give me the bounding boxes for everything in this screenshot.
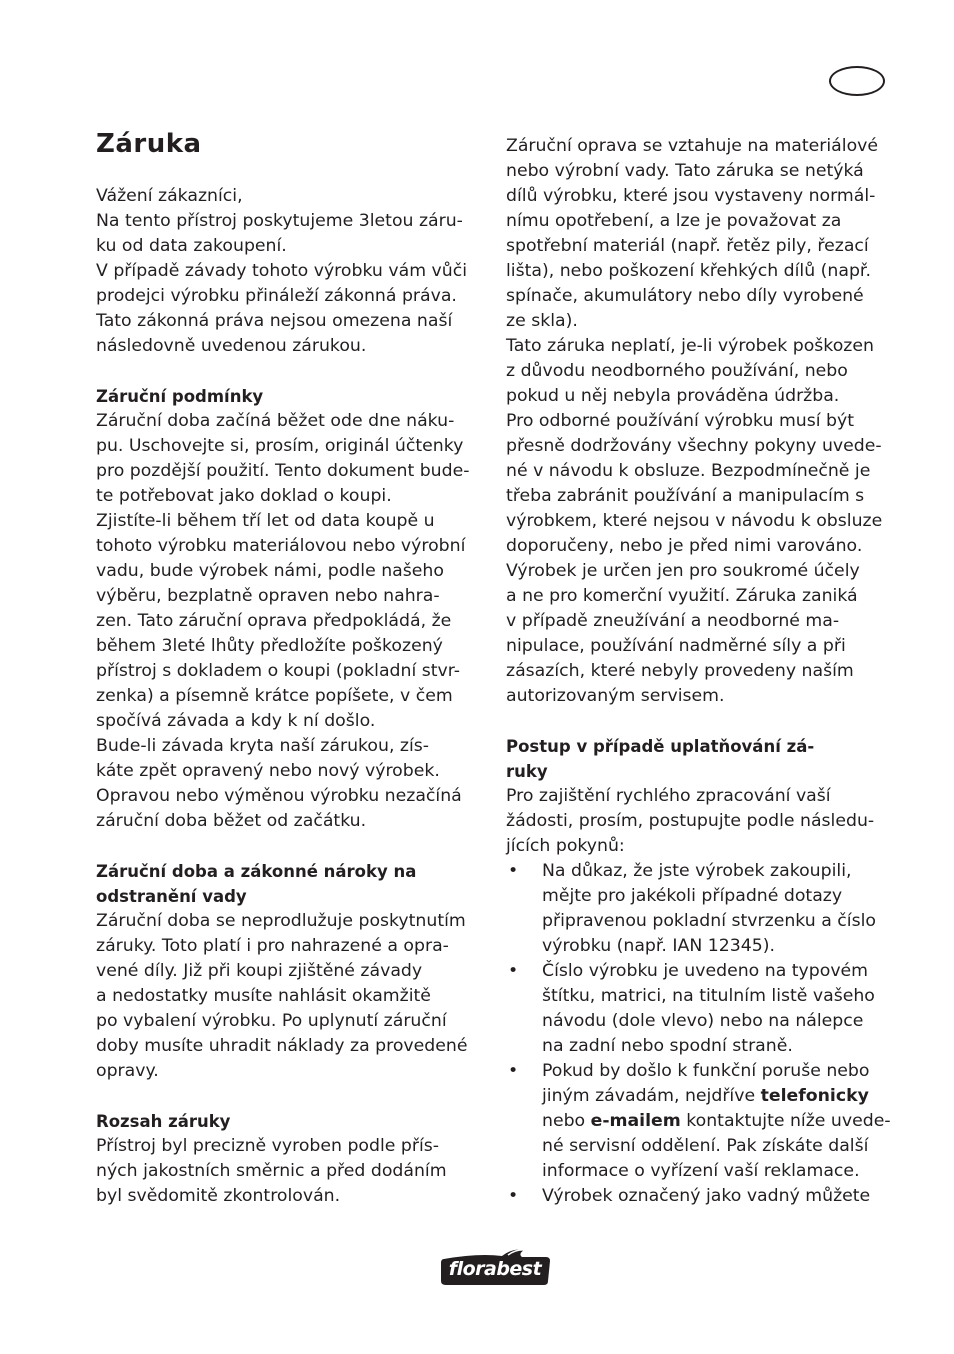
- text-span: výrobkem, které nejsou v návodu k obsluze: [506, 511, 883, 531]
- text-line: [96, 809, 486, 834]
- text-span: záruční doba běžet od začátku.: [96, 811, 367, 831]
- text-line: [506, 1084, 896, 1109]
- text-line: [96, 309, 486, 334]
- text-line: [506, 334, 896, 359]
- text-line: [96, 434, 486, 459]
- text-span: spočívá závada a kdy k ní došlo.: [96, 711, 376, 731]
- text-line: [506, 184, 896, 209]
- text-line: [96, 1034, 486, 1059]
- page-title: Záruka: [96, 129, 202, 159]
- text-span: přesně dodržovány všechny pokyny uvede-: [506, 436, 882, 456]
- text-span: Záruční doba začíná běžet ode dne náku-: [96, 411, 455, 431]
- left-column: [96, 184, 486, 1209]
- text-span: návodu (dole vlevo) nebo na nálepce: [542, 1011, 864, 1031]
- text-line: [506, 134, 896, 159]
- text-span: následovně uvedenou zárukou.: [96, 336, 367, 356]
- text-line: [96, 759, 486, 784]
- text-span: Přístroj byl precizně vyroben podle přís-: [96, 1136, 440, 1156]
- text-line: [96, 1009, 486, 1034]
- text-line: [506, 559, 896, 584]
- text-span: pu. Uschovejte si, prosím, originál účtenky: [96, 436, 464, 456]
- text-span: opravy.: [96, 1061, 159, 1081]
- text-span: Tato záruka neplatí, je-li výrobek poškozen: [506, 336, 874, 356]
- text-line: [506, 684, 896, 709]
- text-line: [506, 209, 896, 234]
- text-span: nebo: [542, 1111, 591, 1131]
- text-line: [506, 1134, 896, 1159]
- text-span: Číslo výrobku je uvedeno na typovém: [542, 961, 869, 981]
- text-span: Záruční podmínky: [96, 387, 264, 406]
- text-line: [96, 209, 486, 234]
- text-line: [96, 709, 486, 734]
- text-span: odstranění vady: [96, 887, 247, 906]
- text-span: nebo výrobní vady. Tato záruka se netýká: [506, 161, 864, 181]
- text-line: [96, 484, 486, 509]
- text-span: nímu opotřebení, a lze je považovat za: [506, 211, 842, 231]
- text-span: lišta), nebo poškození křehkých dílů (např.: [506, 261, 871, 281]
- paragraph-gap: [506, 709, 896, 734]
- text-span: zásazích, které nebyly provedeny naším: [506, 661, 854, 681]
- text-line: [96, 984, 486, 1009]
- text-line: [506, 159, 896, 184]
- text-span: vadu, bude výrobek námi, podle našeho: [96, 561, 444, 581]
- text-line: [96, 584, 486, 609]
- text-line: [506, 659, 896, 684]
- section-heading: [96, 1109, 486, 1134]
- text-span: připravenou pokladní stvrzenku a číslo: [542, 911, 876, 931]
- text-line: [506, 484, 896, 509]
- section-heading: [96, 384, 486, 409]
- text-span: Zjistíte-li během tří let od data koupě u: [96, 511, 435, 531]
- text-line: [506, 509, 896, 534]
- text-span: spotřební materiál (např. řetěz pily, řezací: [506, 236, 869, 256]
- text-span: a ne pro komerční využití. Záruka zaniká: [506, 586, 858, 606]
- text-line: [96, 1134, 486, 1159]
- text-span: Výrobek označený jako vadný můžete: [542, 1186, 871, 1206]
- text-span: nipulace, používání nadměrné síly a při: [506, 636, 846, 656]
- text-line: [506, 459, 896, 484]
- text-line: [96, 509, 486, 534]
- text-span: Tato zákonná práva nejsou omezena naší: [96, 311, 453, 331]
- text-span: spínače, akumulátory nebo díly vyrobené: [506, 286, 864, 306]
- text-span: Záruční doba a zákonné nároky na: [96, 862, 417, 881]
- language-badge: [829, 66, 885, 96]
- bullet-item: [506, 1059, 896, 1084]
- text-line: [506, 984, 896, 1009]
- text-line: [96, 634, 486, 659]
- bullet-icon: •: [508, 961, 519, 981]
- text-span: te potřebovat jako doklad o koupi.: [96, 486, 392, 506]
- text-span: Opravou nebo výměnou výrobku nezačíná: [96, 786, 462, 806]
- text-span: informace o vyřízení vaší reklamace.: [542, 1161, 860, 1181]
- text-line: [96, 459, 486, 484]
- text-span: zen. Tato záruční oprava předpokládá, že: [96, 611, 452, 631]
- text-span: během 3leté lhůty předložíte poškozený: [96, 636, 443, 656]
- text-span: káte zpět opravený nebo nový výrobek.: [96, 761, 440, 781]
- text-line: [506, 384, 896, 409]
- text-line: [96, 559, 486, 584]
- text-span: Pokud by došlo k funkční poruše nebo: [542, 1061, 870, 1081]
- text-line: [96, 959, 486, 984]
- bullet-icon: •: [508, 1061, 519, 1081]
- right-column: [506, 134, 896, 1209]
- text-line: [506, 609, 896, 634]
- florabest-logo: [438, 1247, 552, 1287]
- text-span: Na důkaz, že jste výrobek zakoupili,: [542, 861, 852, 881]
- section-heading: [96, 859, 486, 884]
- text-line: [506, 284, 896, 309]
- text-line: [506, 1159, 896, 1184]
- text-span: přístroj s dokladem o koupi (pokladní stvr-: [96, 661, 461, 681]
- text-line: [506, 309, 896, 334]
- text-line: [506, 909, 896, 934]
- text-span: autorizovaným servisem.: [506, 686, 725, 706]
- bold-text: e-mailem: [590, 1111, 681, 1131]
- text-span: v případě zneužívání a neodborné ma-: [506, 611, 840, 631]
- text-span: ných jakostních směrnic a před dodáním: [96, 1161, 447, 1181]
- text-line: [506, 1034, 896, 1059]
- text-line: [506, 884, 896, 909]
- text-span: V případě závady tohoto výrobku vám vůči: [96, 261, 467, 281]
- text-span: Na tento přístroj poskytujeme 3letou záru-: [96, 211, 463, 231]
- paragraph-gap: [96, 834, 486, 859]
- bullet-item: [506, 859, 896, 884]
- bullet-icon: •: [508, 1186, 519, 1206]
- logo-wordmark: florabest: [448, 1258, 542, 1280]
- text-span: třeba zabránit používání a manipulacím s: [506, 486, 865, 506]
- text-span: ku od data zakoupení.: [96, 236, 287, 256]
- text-span: doby musíte uhradit náklady za provedené: [96, 1036, 468, 1056]
- text-line: [506, 634, 896, 659]
- text-span: a nedostatky musíte nahlásit okamžitě: [96, 986, 431, 1006]
- text-span: vené díly. Již při koupi zjištěné závady: [96, 961, 423, 981]
- section-heading: [506, 734, 896, 759]
- paragraph-gap: [96, 359, 486, 384]
- text-line: [506, 534, 896, 559]
- text-span: Rozsah záruky: [96, 1112, 231, 1131]
- text-span: pro pozdější použití. Tento dokument bude-: [96, 461, 470, 481]
- text-span: Pro odborné používání výrobku musí být: [506, 411, 855, 431]
- text-span: z důvodu neodborného používání, nebo: [506, 361, 848, 381]
- text-line: [96, 1159, 486, 1184]
- text-span: Postup v případě uplatňování zá-: [506, 737, 815, 756]
- bullet-icon: •: [508, 861, 519, 881]
- text-span: né servisní oddělení. Pak získáte další: [542, 1136, 869, 1156]
- text-line: [506, 434, 896, 459]
- text-line: [506, 834, 896, 859]
- text-span: jících pokynů:: [506, 836, 625, 856]
- text-span: doporučeny, nebo je před nimi varováno.: [506, 536, 863, 556]
- text-span: tohoto výrobku materiálovou nebo výrobní: [96, 536, 466, 556]
- text-span: Záruční oprava se vztahuje na materiálové: [506, 136, 879, 156]
- text-line: [506, 584, 896, 609]
- text-span: ze skla).: [506, 311, 578, 331]
- text-line: [506, 934, 896, 959]
- text-line: [506, 784, 896, 809]
- text-line: [96, 184, 486, 209]
- text-span: štítku, matrici, na titulním listě vašeho: [542, 986, 875, 1006]
- section-heading: [96, 884, 486, 909]
- text-span: Výrobek je určen jen pro soukromé účely: [506, 561, 860, 581]
- text-span: výběru, bezplatně opraven nebo nahra-: [96, 586, 440, 606]
- text-span: mějte pro jakékoli případné dotazy: [542, 886, 843, 906]
- paragraph-gap: [96, 1084, 486, 1109]
- text-line: [506, 1109, 896, 1134]
- text-line: [96, 1184, 486, 1209]
- text-line: [506, 409, 896, 434]
- text-line: [506, 1009, 896, 1034]
- text-line: [96, 534, 486, 559]
- bullet-item: [506, 959, 896, 984]
- text-span: prodejci výrobku přináleží zákonná práva.: [96, 286, 457, 306]
- text-line: [96, 734, 486, 759]
- text-line: [96, 934, 486, 959]
- text-line: [506, 359, 896, 384]
- text-span: byl svědomitě zkontrolován.: [96, 1186, 341, 1206]
- text-line: [96, 784, 486, 809]
- text-span: ruky: [506, 762, 548, 781]
- text-span: dílů výrobku, které jsou vystaveny normál-: [506, 186, 876, 206]
- text-line: [96, 659, 486, 684]
- text-line: [96, 1059, 486, 1084]
- text-span: pokud u něj nebyla prováděna údržba.: [506, 386, 840, 406]
- text-line: [96, 684, 486, 709]
- text-span: kontaktujte níže uvede-: [680, 1111, 891, 1131]
- section-heading: [506, 759, 896, 784]
- text-span: Záruční doba se neprodlužuje poskytnutím: [96, 911, 466, 931]
- text-span: na zadní nebo spodní straně.: [542, 1036, 793, 1056]
- text-span: Bude-li závada kryta naší zárukou, zís-: [96, 736, 430, 756]
- text-span: zenka) a písemně krátce popíšete, v čem: [96, 686, 453, 706]
- text-span: Vážení zákazníci,: [96, 186, 243, 206]
- text-span: po vybalení výrobku. Po uplynutí záruční: [96, 1011, 447, 1031]
- text-line: [96, 609, 486, 634]
- text-line: [506, 234, 896, 259]
- text-line: [96, 234, 486, 259]
- text-span: žádosti, prosím, postupujte podle následu-: [506, 811, 875, 831]
- bullet-item: [506, 1184, 896, 1209]
- text-line: [96, 334, 486, 359]
- text-line: [506, 259, 896, 284]
- text-line: [96, 409, 486, 434]
- text-span: né v návodu k obsluze. Bezpodmínečně je: [506, 461, 871, 481]
- text-span: záruky. Toto platí i pro nahrazené a opra-: [96, 936, 449, 956]
- text-line: [96, 284, 486, 309]
- text-span: výrobku (např. IAN 12345).: [542, 936, 775, 956]
- text-span: Pro zajištění rychlého zpracování vaší: [506, 786, 831, 806]
- text-line: [506, 809, 896, 834]
- text-line: [96, 259, 486, 284]
- text-line: [96, 909, 486, 934]
- bold-text: telefonicky: [760, 1086, 869, 1106]
- text-span: jiným závadám, nejdříve: [542, 1086, 761, 1106]
